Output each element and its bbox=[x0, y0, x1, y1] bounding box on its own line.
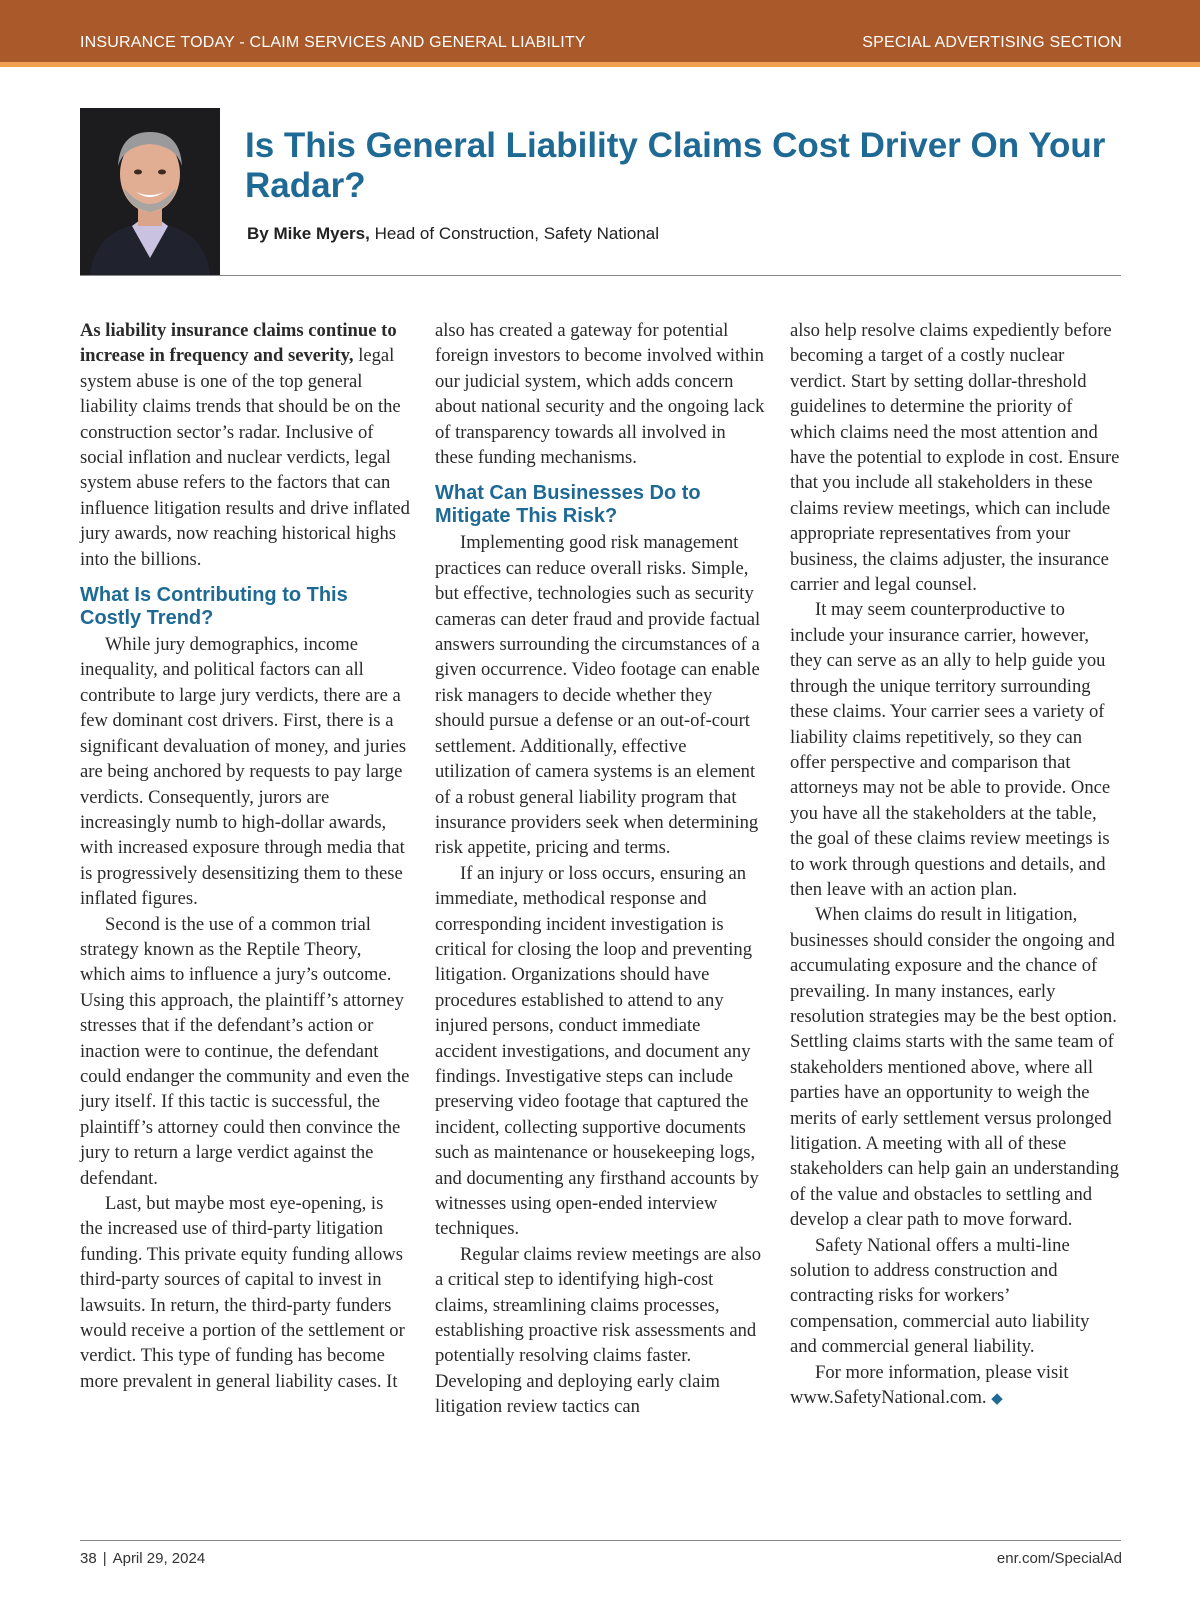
contact-text: For more information, please visit www.SafetyNational.com. bbox=[790, 1361, 1069, 1409]
paragraph: also has created a gateway for potential foreign investors to become involved within our judicial system, which adds concern about national security and the ongoing lack of transparency towards all involved in these funding mechanisms. bbox=[435, 320, 765, 469]
subheading-mitigate: What Can Businesses Do to Mitigate This Risk? bbox=[435, 482, 701, 528]
byline bbox=[247, 224, 659, 244]
paragraph: Last, but maybe most eye-opening, is the increased use of third-party litigation funding. This private equity funding allows third-party sources of capital to invest in lawsuits. In return, the third-party funders would receive a portion of the settlement or verdict. This type of funding has become more prevalent in general liability cases. It bbox=[80, 1193, 405, 1392]
end-diamond-icon: ◆ bbox=[991, 1391, 1003, 1408]
paragraph: also help resolve claims expediently before becoming a target of a costly nuclear verdict. Start by setting dollar-threshold guidelines to determine the priority of which claims need the most attention and have the potential to explode in cost. Ensure that you include all stakeholders in these claims review meetings, which can include appropriate representatives from your business, the claims adjuster, the insurance carrier and legal counsel. bbox=[790, 320, 1120, 596]
paragraph: It may seem counterproductive to include your insurance carrier, however, they can serve as an ally to help guide you through the unique territory surrounding these claims. Your carrier sees a variety of liability claims repetitively, so they can offer perspective and comparison that attorneys may not be able to provide. Once you have all the stakeholders at the table, the goal of these claims review meetings is to work through questions and details, and then leave with an action plan. bbox=[790, 599, 1111, 900]
paragraph: While jury demographics, income inequality, and political factors can all contribute to large jury verdicts, there are a few dominant cost drivers. First, there is a significant devaluation of money, and juries are being anchored by requests to pay large verdicts. Consequently, jurors are increasingly numb to high-dollar awards, with increased exposure through media that is progressively desensitizing them to these inflated figures. bbox=[80, 634, 407, 910]
section-title: INSURANCE TODAY - CLAIM SERVICES AND GENERAL LIABILITY bbox=[80, 34, 586, 51]
advertising-label: SPECIAL ADVERTISING SECTION bbox=[862, 34, 1122, 51]
footer-separator: | bbox=[102, 1550, 107, 1567]
page-number: 38 bbox=[80, 1550, 97, 1567]
intro-text: legal system abuse is one of the top general liability claims trends that should be on the construction sector’s radar. Inclusive of social inflation and nuclear verdicts, legal system abuse refers to the factors that can influence litigation results and drive inflated jury awards, now reaching historical highs into the billions. bbox=[80, 345, 410, 570]
footer-info bbox=[80, 1550, 205, 1567]
footer-site-link[interactable]: enr.com/SpecialAd bbox=[996, 1550, 1122, 1567]
closing-paragraph bbox=[790, 1360, 1120, 1413]
footer-divider bbox=[80, 1540, 1121, 1541]
paragraph: Second is the use of a common trial strategy known as the Reptile Theory, which aims to influence a jury’s outcome. Using this approach, the plaintiff’s attorney stresses that if the defendant’s action or inaction were to continue, the defendant could endanger the community and even the jury itself. If this tactic is successful, the plaintiff’s attorney could then convince the jury to return a large verdict against the defendant. bbox=[80, 913, 410, 1189]
issue-date: April 29, 2024 bbox=[112, 1550, 206, 1567]
lead-in: As liability insurance claims continue to increase in frequency and severity, bbox=[80, 320, 397, 367]
author-role: Head of Construction, Safety National bbox=[369, 224, 660, 243]
section-header-bar bbox=[0, 0, 1200, 62]
subheading-contributing: What Is Contributing to This Costly Trend? bbox=[80, 584, 348, 630]
paragraph: Safety National offers a multi-line solution to address construction and contracting risks for workers’ compensation, commercial auto liability and commercial general liability. bbox=[790, 1234, 1090, 1358]
author-portrait-icon bbox=[80, 108, 220, 276]
paragraph: Implementing good risk management practices can reduce overall risks. Simple, but effective, technologies such as security cameras can deter fraud and provide factual answers surrounding the circumstances of a given occurrence. Video footage can enable risk managers to decide whether they should pursue a defense or an out-of-court settlement. Additionally, effective utilization of camera systems is an element of a robust general liability program that insurance providers seek when determining risk appetite, pricing and terms. bbox=[435, 532, 761, 859]
article-column-3 bbox=[790, 318, 1120, 1412]
paragraph: If an injury or loss occurs, ensuring an immediate, methodical response and corresponding incident investigation is critical for closing the loop and preventing litigation. Organizations should have procedures established to attend to any injured persons, conduct immediate accident investigations, and document any findings. Investigative steps can include preserving video footage that captured the incident, collecting supportive documents such as maintenance or housekeeping logs, and documenting any firsthand accounts by witnesses using open-ended interview techniques. bbox=[435, 862, 759, 1240]
paragraph: Regular claims review meetings are also a critical step to identifying high-cost claims, streamlining claims processes, establishing proactive risk assessments and potentially resolving claims faster. Developing and deploying early claim litigation review tactics can bbox=[435, 1243, 762, 1418]
article-title: Is This General Liability Claims Cost Driver On Your Radar? bbox=[245, 126, 1106, 205]
title-divider bbox=[80, 275, 1121, 276]
article-column-2 bbox=[435, 318, 765, 1420]
header-accent-stripe bbox=[0, 62, 1200, 67]
paragraph: When claims do result in litigation, businesses should consider the ongoing and accumulating exposure and the chance of prevailing. In many instances, early resolution strategies may be the best option. Settling claims starts with the same team of stakeholders mentioned above, where all parties have an opportunity to weigh the merits of early settlement versus prolonged litigation. A meeting with all of these stakeholders can help gain an understanding of the value and obstacles to settling and develop a clear path to move forward. bbox=[790, 904, 1119, 1231]
author-photo bbox=[80, 108, 220, 276]
author-name: By Mike Myers, bbox=[247, 224, 370, 243]
intro-paragraph bbox=[80, 318, 410, 572]
article-column-1 bbox=[80, 318, 410, 1394]
